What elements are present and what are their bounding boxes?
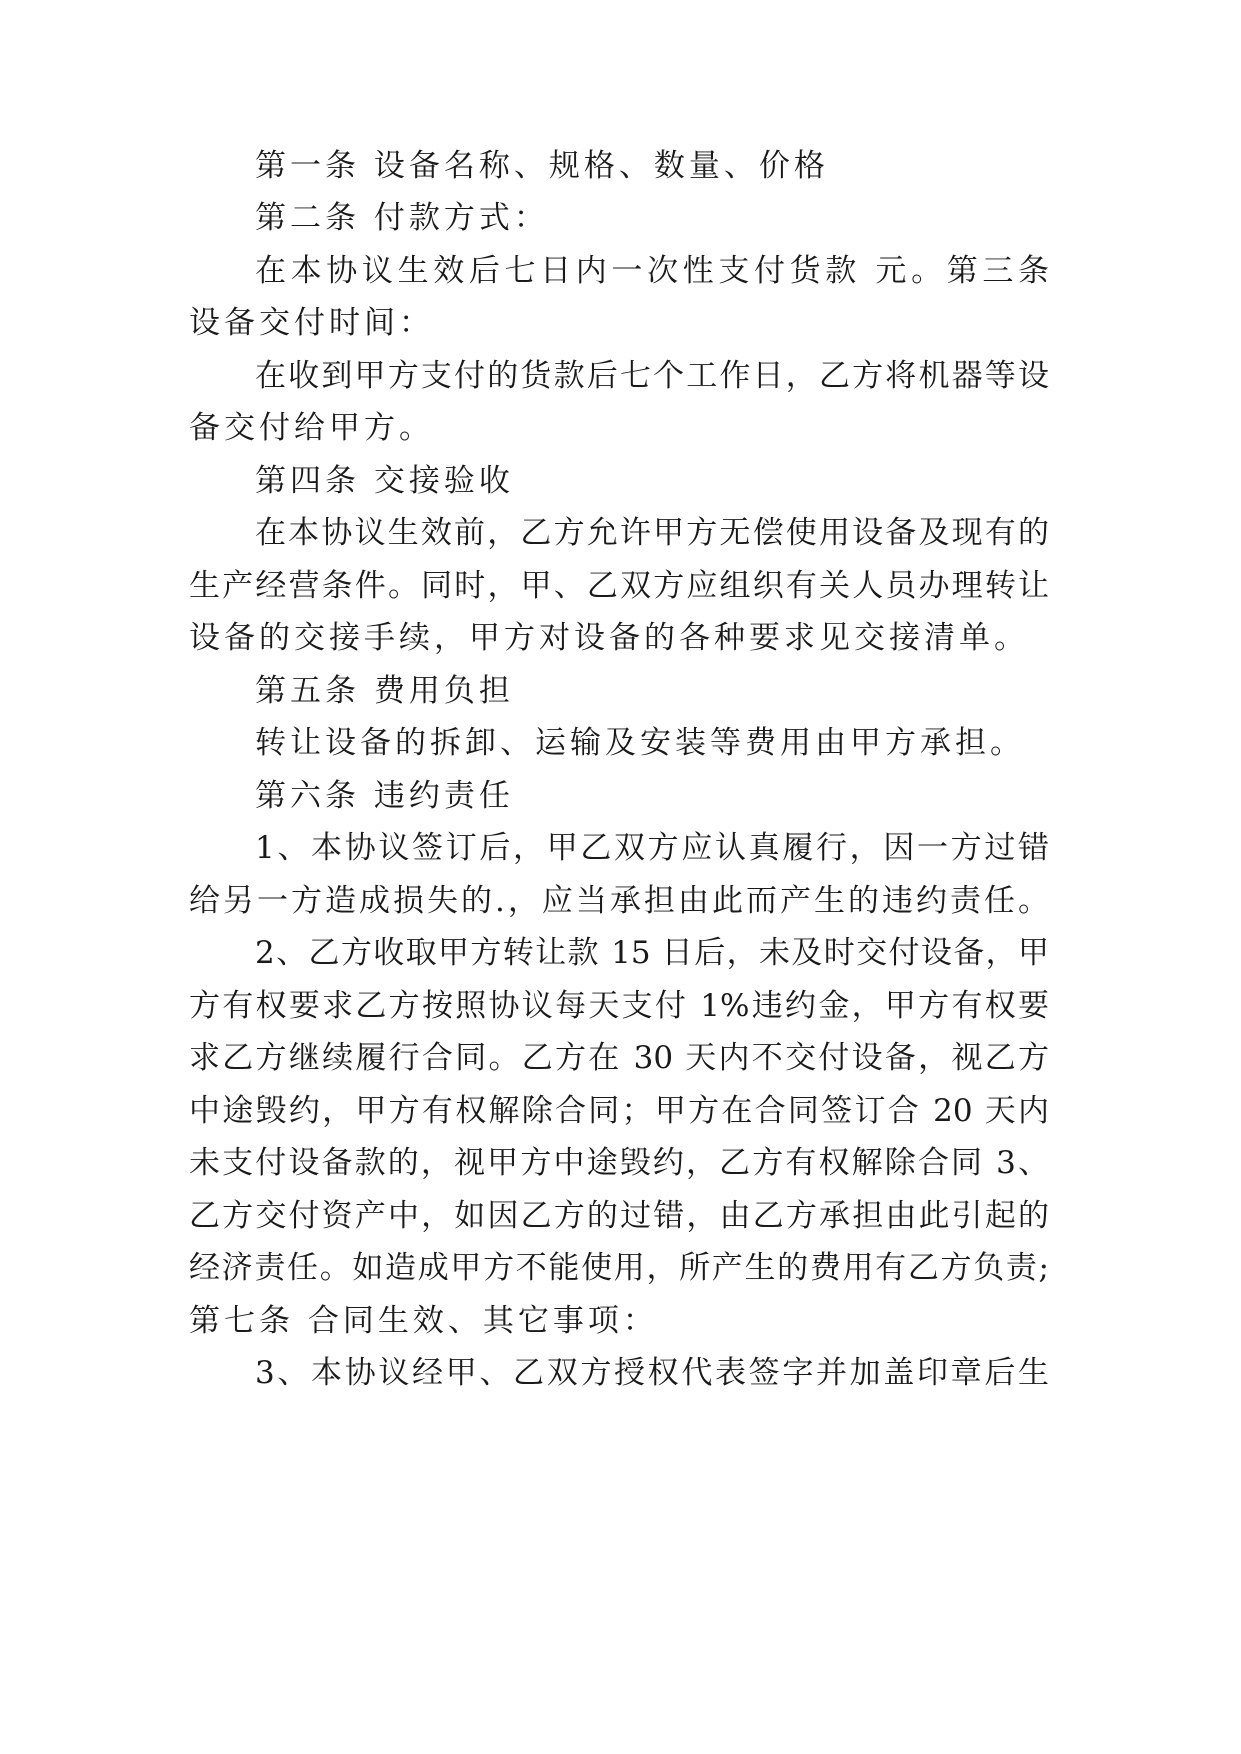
effective-clause-line-1: 3、本协议经甲、乙双方授权代表签字并加盖印章后生	[255, 1355, 1049, 1391]
breach-item-2-line-3: 求乙方继续履行合同。乙方在 30 天内不交付设备，视乙方	[189, 1040, 1049, 1076]
article-4-heading: 第四条 交接验收	[255, 463, 514, 499]
handover-clause-line-2: 生产经营条件。同时，甲、乙双方应组织有关人员办理转让	[189, 568, 1049, 604]
breach-item-1-line-1: 1、本协议签订后，甲乙双方应认真履行，因一方过错	[255, 830, 1049, 866]
article-3-heading-continued: 设备交付时间：	[189, 305, 434, 341]
breach-item-2-line-1: 2、乙方收取甲方转让款 15 日后，未及时交付设备，甲	[255, 935, 1049, 971]
cost-clause-line-1: 转让设备的拆卸、运输及安装等费用由甲方承担。	[255, 725, 1025, 761]
article-2-heading: 第二条 付款方式：	[255, 200, 549, 236]
article-1-heading: 第一条 设备名称、规格、数量、价格	[255, 148, 829, 184]
article-7-heading: 第七条 合同生效、其它事项：	[189, 1303, 658, 1339]
handover-clause-line-1: 在本协议生效前，乙方允许甲方无偿使用设备及现有的	[255, 515, 1049, 551]
breach-item-2-line-4: 中途毁约，甲方有权解除合同；甲方在合同签订合 20 天内	[189, 1093, 1049, 1129]
article-6-heading: 第六条 违约责任	[255, 778, 514, 814]
breach-item-3-line-2: 经济责任。如造成甲方不能使用，所产生的费用有乙方负责;	[189, 1250, 1049, 1286]
handover-clause-line-3: 设备的交接手续，甲方对设备的各种要求见交接清单。	[189, 620, 1029, 656]
article-5-heading: 第五条 费用负担	[255, 673, 514, 709]
breach-item-2-line-5: 未支付设备款的，视甲方中途毁约，乙方有权解除合同 3、	[189, 1145, 1049, 1181]
breach-item-3-line-1: 乙方交付资产中，如因乙方的过错，由乙方承担由此引起的	[189, 1198, 1049, 1234]
delivery-clause-line-2: 备交付给甲方。	[189, 410, 434, 446]
breach-item-2-line-2: 方有权要求乙方按照协议每天支付 1%违约金，甲方有权要	[189, 988, 1049, 1024]
payment-clause-line-1: 在本协议生效后七日内一次性支付货款 元。第三条	[255, 253, 1049, 289]
breach-item-1-line-2: 给另一方造成损失的.，应当承担由此而产生的违约责任。	[189, 883, 1049, 919]
delivery-clause-line-1: 在收到甲方支付的货款后七个工作日，乙方将机器等设	[255, 358, 1049, 394]
